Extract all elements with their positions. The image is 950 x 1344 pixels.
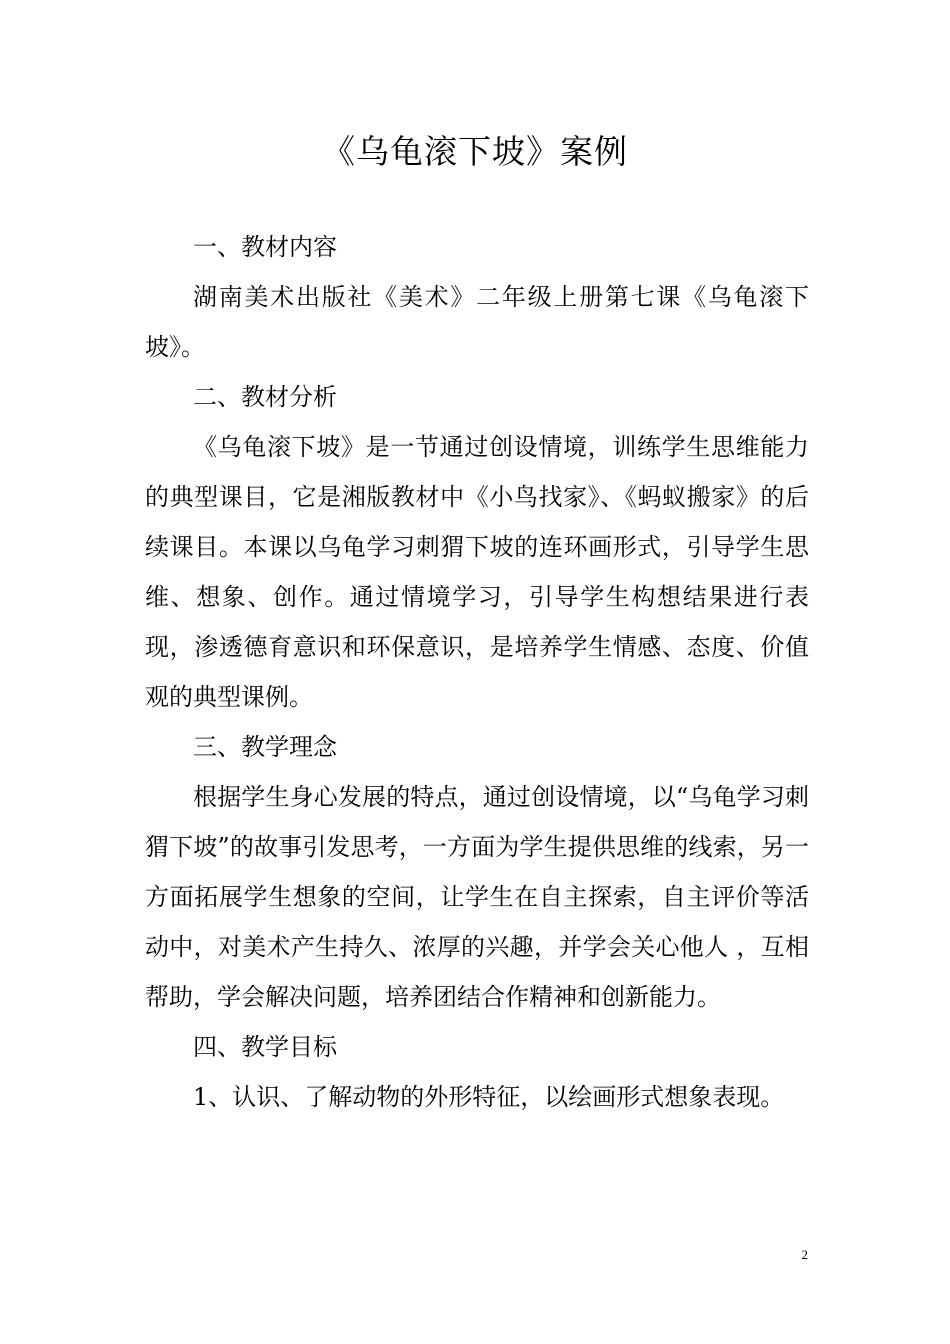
section-heading-3: 三、教学理念 bbox=[193, 733, 337, 761]
section-paragraph-3: 根据学生身心发展的特点，通过创设情境，以“乌龟学习刺猬下坡”的故事引发思考，一方面为学生提供思维的线索，另一方面拓展学生想象的空间，让学生在自主探索，自主评价等活动中，对美术产生持久、浓厚的兴趣，并学会关心他人 ，互相帮助，学会解决问题，培养团结合作精神和创新能力。 bbox=[145, 783, 809, 1011]
section-heading-1: 一、教材内容 bbox=[193, 233, 337, 261]
section-heading-4: 四、教学目标 bbox=[193, 1033, 337, 1061]
document-body bbox=[145, 222, 809, 1122]
page-number: 2 bbox=[801, 1247, 808, 1262]
section-paragraph-2: 《乌龟滚下坡》是一节通过创设情境，训练学生思维能力的典型课目，它是湘版教材中《小鸟找家》、《蚂蚁搬家》的后续课目。本课以乌龟学习刺猬下坡的连环画形式，引导学生思维、想象、创作。通过情境学习，引导学生构想结果进行表现，渗透德育意识和环保意识，是培养学生情感、态度、价值观的典型课例。 bbox=[145, 433, 809, 711]
document-title: 《乌龟滚下坡》案例 bbox=[322, 132, 628, 171]
section-heading-2: 二、教材分析 bbox=[193, 383, 337, 411]
section-paragraph-1: 湖南美术出版社《美术》二年级上册第七课《乌龟滚下坡》。 bbox=[145, 283, 809, 361]
section-paragraph-4: 1、认识、了解动物的外形特征，以绘画形式想象表现。 bbox=[193, 1083, 785, 1111]
